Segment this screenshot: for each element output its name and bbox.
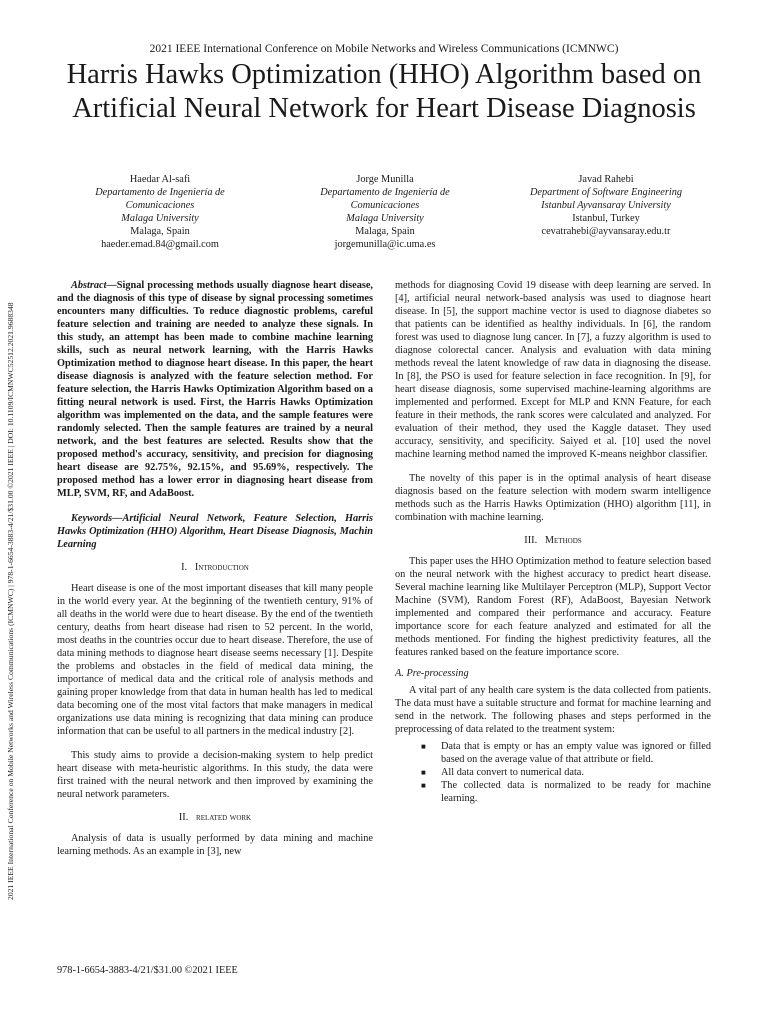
list-item-text: All data convert to numerical data. xyxy=(441,767,584,778)
author-affiliation: Comunicaciones xyxy=(350,200,420,211)
author-location: Istanbul, Turkey xyxy=(572,213,640,224)
bullet-list xyxy=(395,740,711,805)
list-item-text: The collected data is normalized to be ready for machine learning. xyxy=(441,780,711,804)
paragraph: A vital part of any health care system is the data collected from patients. The data must have a suitable structure and format for machine learning and send in the network. The following phases and steps performed in the preprocessing of data related to the treatment system: xyxy=(395,685,711,735)
section-title: Methods xyxy=(544,535,582,546)
author-affiliation: Departamento de Ingeniería de xyxy=(95,187,225,198)
section-number: II. xyxy=(178,812,189,823)
author-1 xyxy=(40,173,280,251)
author-3 xyxy=(486,173,726,238)
author-2 xyxy=(265,173,505,251)
paragraph: This study aims to provide a decision-making system to help predict heart disease with meta-heuristic algorithms. In this study, the data were first trained with the neural network and then improved by examining the neural network parameters. xyxy=(57,750,373,800)
section-number: I. xyxy=(181,562,188,573)
side-doi-note: 2021 IEEE International Conference on Mobile Networks and Wireless Communications (ICMNWC) | 978-1-6654-3883-4/21/$31.00 ©2021 IEEE | DOI: 10.1109/ICMNWC52512.2021.9688348 xyxy=(6,302,15,900)
footer-copyright: 978-1-6654-3883-4/21/$31.00 ©2021 IEEE xyxy=(57,965,238,976)
paper-title: Harris Hawks Optimization (HHO) Algorithm based on Artificial Neural Network for Heart Disease Diagnosis xyxy=(66,59,702,124)
author-affiliation: Department of Software Engineering xyxy=(529,187,683,198)
keywords: Keywords—Artificial Neural Network, Feature Selection, Harris Hawks Optimization (HHO) Algorithm, Heart Disease Diagnosis, Machin Learning xyxy=(57,513,373,550)
list-item-text: Data that is empty or has an empty value was ignored or filled based on the average value of that attribute or field. xyxy=(441,741,711,765)
section-heading-methods xyxy=(395,534,711,547)
list-item xyxy=(395,766,711,779)
paragraph: This paper uses the HHO Optimization method to feature selection based on the neural network with the highest accuracy to predict heart disease. Several machine learning like Multilayer Perceptron (MLP), Support Vector Machine (SVM), Random Forest (RF), AdaBoost, Bayesian Network implemented and compared their performance and accuracy. Feature importance score for each feature analyzed and estimated for all the methods mentioned. For finding the highest predictivity features, all the features ranked based on the feature importance score. xyxy=(395,556,711,658)
section-heading-introduction xyxy=(57,561,373,574)
bullet-icon: ■ xyxy=(421,781,426,790)
author-affiliation: Malaga University xyxy=(346,213,424,224)
abstract-body: Signal processing methods usually diagnose heart disease, and the diagnosis of this type of disease by signal processing sometimes encounters many difficulties. To reduce diagnostic problems, careful feature selection and training are needed to analyze these signals. In this study, an attempt has been made to combine machine learning skills, such as neural network learning, with the Harris Hawks Optimization method to diagnose heart disease. In this paper, the heart disease diagnosis is analyzed with the feature selection method. For feature selection, the Harris Hawks Optimization Algorithm based on a fitting neural network is used. First, the Harris Hawks Optimization algorithm was implemented on the data, and the sample features were randomly selected. Then the sample features are trained by a neural network, and the best features are selected. Results show that the proposed method's accuracy, sensitivity, and precision for diagnosing heart disease are 92.75%, 92.15%, and 95.69%, respectively. The proposed method has a lower error in diagnosing heart disease from MLP, SVM, RF, and AdaBoost. xyxy=(57,280,373,499)
abstract-lead: Abstract— xyxy=(71,280,117,291)
paragraph: methods for diagnosing Covid 19 disease with deep learning are served. In [4], artificial neural network-based analysis was used to diagnose heart disease. In [5], the support machine vector is used to diagnose diabetes so that patients can be identified as healthy individuals. In [6], the random forest was used to diagnose lung cancer. In [7], a fuzzy algorithm is used to diagnose colorectal cancer. Analysis and evaluation with data mining methods reveal the latent knowledge of raw data in diagnosing the disease. In [8], the PSO is used for feature selection in face recognition. In [9], for heart disease diagnosis, some supervised machine-learning algorithms are implemented and performed. Except for MLP and KNN Feature, for each feature in their methods, the rank scores were calculated and analyzed. For evaluation of their method, they used the Kaggle dataset. They used accuracy, sensitivity, and specificity. Saiyed et al. [10] used the novel machine learning method named the improved K-means neighbor classifier. xyxy=(395,280,711,460)
author-location: Malaga, Spain xyxy=(130,226,190,237)
bullet-icon: ■ xyxy=(421,742,426,751)
author-email: cevatrahebi@ayvansaray.edu.tr xyxy=(541,226,671,237)
author-email: jorgemunilla@ic.uma.es xyxy=(334,239,436,250)
author-name: Jorge Munilla xyxy=(356,174,414,185)
section-title: related work xyxy=(196,812,252,823)
paragraph: The novelty of this paper is in the optimal analysis of heart disease diagnosis based on the feature selection with modern swarm intelligence methods such as the Harris Hawks Optimization (HHO) algorithm [11], in combination with machine learning. xyxy=(395,473,711,523)
author-affiliation: Departamento de Ingeniería de xyxy=(320,187,450,198)
paragraph: Heart disease is one of the most important diseases that kill many people in the world every year. At the beginning of the twentieth century, 91% of all deaths in the world were due to heart disease. By the end of the twentieth century, deaths from heart disease had risen to 52 percent. In the world, most deaths in the countries occur due to heart disease. Therefore, the use of data mining methods to diagnose heart disease seems necessary [1]. Despite the problems and obstacles in the field of medical data mining, the importance of medical data and the critical role of analysis methods and gaining proper knowledge from that data in human health has led to medical data becoming one of the most vital factors that make managers in medical organizations use data mining is recognizing that data mining can produce information that can be useful to all partners in the medical industry [2]. xyxy=(57,583,373,737)
author-affiliation: Istanbul Ayvansaray University xyxy=(541,200,671,211)
author-affiliation: Malaga University xyxy=(121,213,199,224)
list-item xyxy=(395,740,711,766)
author-affiliation: Comunicaciones xyxy=(125,200,195,211)
abstract xyxy=(57,279,373,500)
subsection-heading-preprocessing: A. Pre-processing xyxy=(395,668,469,679)
left-column xyxy=(57,279,373,858)
author-name: Javad Rahebi xyxy=(578,174,634,185)
conference-header: 2021 IEEE International Conference on Mobile Networks and Wireless Communications (ICMNWC) xyxy=(149,43,619,55)
list-item xyxy=(395,779,711,805)
right-column xyxy=(395,279,711,805)
author-name: Haedar Al-safi xyxy=(129,174,191,185)
section-title: Introduction xyxy=(194,562,249,573)
author-location: Malaga, Spain xyxy=(355,226,415,237)
section-number: III. xyxy=(524,535,538,546)
section-heading-related-work xyxy=(57,811,373,824)
bullet-icon: ■ xyxy=(421,768,426,777)
paragraph: Analysis of data is usually performed by data mining and machine learning methods. As an example in [3], new xyxy=(57,833,373,857)
author-email: haeder.emad.84@gmail.com xyxy=(101,239,219,250)
